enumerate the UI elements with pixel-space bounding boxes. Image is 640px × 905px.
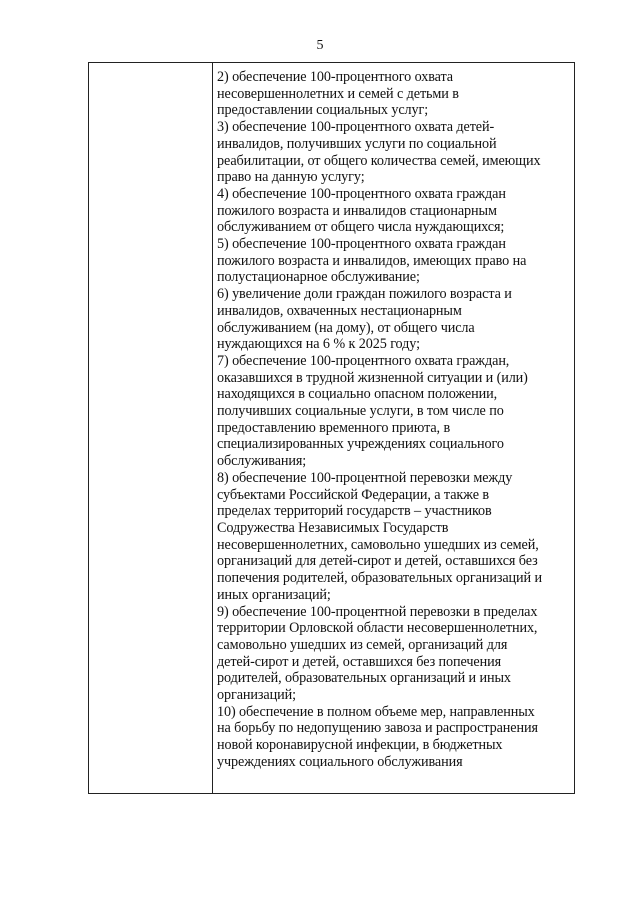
text-line: субъектами Российской Федерации, а также в: [217, 486, 489, 503]
text-line: организаций для детей-сирот и детей, оставшихся без: [217, 553, 538, 570]
text-line: 3) обеспечение 100-процентного охвата детей-: [217, 119, 495, 136]
text-line: 5) обеспечение 100-процентного охвата граждан: [217, 236, 506, 253]
text-line: пожилого возраста и инвалидов, имеющих право на: [217, 252, 527, 269]
column-divider: [212, 63, 213, 793]
text-line: оказавшихся в трудной жизненной ситуации и (или): [217, 369, 528, 386]
text-line: обслуживанием (на дому), от общего числа: [217, 319, 475, 336]
text-line: нуждающихся на 6 % к 2025 году;: [217, 336, 420, 353]
text-line: новой коронавирусной инфекции, в бюджетных: [217, 737, 503, 754]
text-line: территории Орловской области несовершеннолетних,: [217, 620, 538, 637]
text-line: Содружества Независимых Государств: [217, 519, 449, 536]
text-line: на борьбу по недопущению завоза и распространения: [217, 720, 538, 737]
table-right-cell: [217, 69, 575, 771]
table-left-cell: [89, 63, 212, 793]
text-line: попечения родителей, образовательных организаций и: [217, 570, 542, 587]
text-line: несовершеннолетних и семей с детьми в: [217, 85, 459, 102]
text-line: пределах территорий государств – участников: [217, 503, 492, 520]
text-line: специализированных учреждениях социального: [217, 436, 504, 453]
text-line: организаций;: [217, 687, 296, 704]
text-line: инвалидов, охваченных нестационарным: [217, 302, 462, 319]
text-line: 10) обеспечение в полном объеме мер, направленных: [217, 703, 535, 720]
text-line: находящихся в социально опасном положении,: [217, 386, 498, 403]
text-line: 8) обеспечение 100-процентной перевозки между: [217, 469, 513, 486]
text-line: иных организаций;: [217, 586, 331, 603]
text-line: 9) обеспечение 100-процентной перевозки в пределах: [217, 603, 538, 620]
text-line: право на данную услугу;: [217, 169, 365, 186]
text-line: предоставлении социальных услуг;: [217, 102, 429, 119]
text-line: инвалидов, получивших услуги по социальной: [217, 135, 497, 152]
text-line: пожилого возраста и инвалидов стационарным: [217, 202, 497, 219]
document-table: [88, 62, 575, 794]
text-line: 7) обеспечение 100-процентного охвата граждан,: [217, 352, 510, 369]
text-line: самовольно ушедших из семей, организаций для: [217, 636, 508, 653]
text-line: реабилитации, от общего количества семей, имеющих: [217, 152, 541, 169]
page-number: 5: [316, 38, 324, 53]
text-line: обслуживанием от общего числа нуждающихся;: [217, 219, 505, 236]
text-line: 2) обеспечение 100-процентного охвата: [217, 69, 453, 85]
text-line: 6) увеличение доли граждан пожилого возраста и: [217, 286, 512, 303]
text-line: 4) обеспечение 100-процентного охвата граждан: [217, 185, 506, 202]
text-line: полустационарное обслуживание;: [217, 269, 420, 286]
text-line: учреждениях социального обслуживания: [217, 753, 463, 770]
text-line: получивших социальные услуги, в том числе по: [217, 403, 504, 420]
text-line: предоставлению временного приюта, в: [217, 419, 451, 436]
text-line: детей-сирот и детей, оставшихся без попечения: [217, 653, 502, 670]
text-line: родителей, образовательных организаций и иных: [217, 670, 511, 687]
text-line: несовершеннолетних, самовольно ушедших из семей,: [217, 536, 539, 553]
text-line: обслуживания;: [217, 453, 307, 470]
